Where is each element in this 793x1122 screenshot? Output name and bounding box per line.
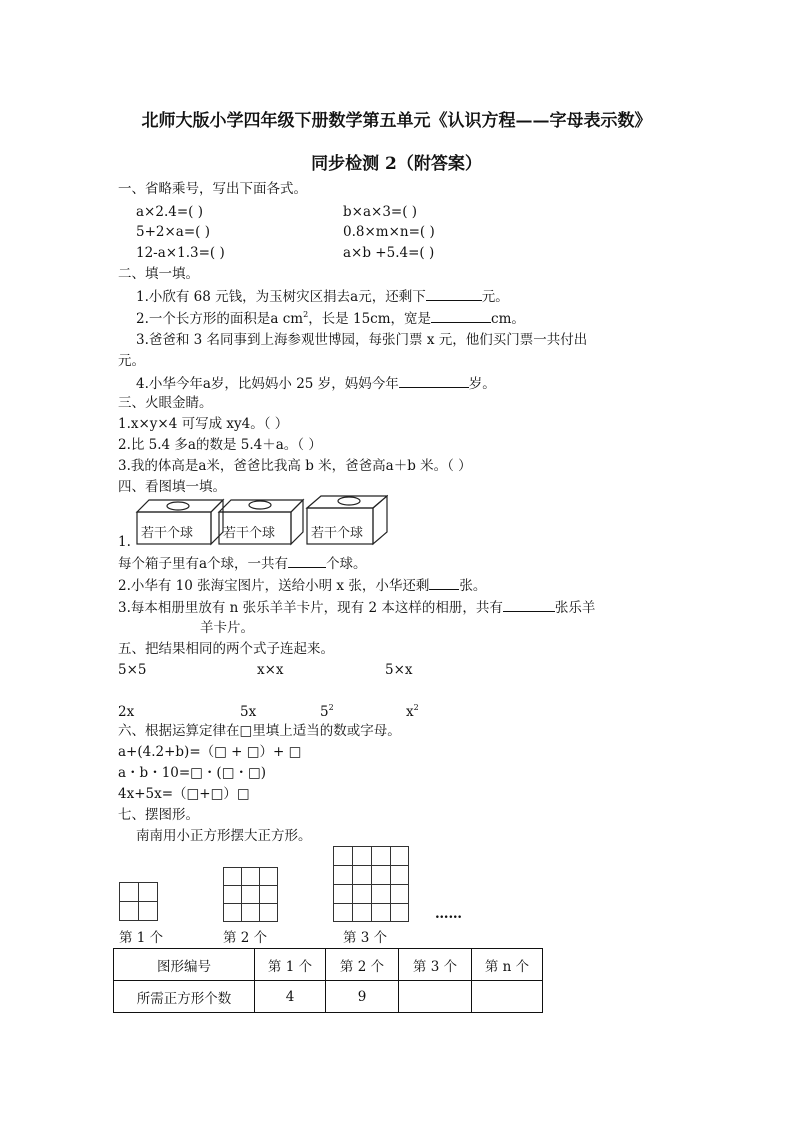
section-5-heading: 五、把结果相同的两个式子连起来。 bbox=[118, 641, 334, 657]
s6-line-2: a・b・10=□・(□・□) bbox=[118, 765, 266, 781]
section-1-heading: 一、省略乘号，写出下面各式。 bbox=[118, 181, 307, 197]
s1-item-3: 5+2×a=( ) bbox=[136, 224, 210, 240]
box-3-label: 若干个球 bbox=[311, 526, 364, 541]
s2-question-3-cont: 元。 bbox=[118, 353, 145, 369]
s4-question-3: 3.每本相册里放有 n 张乐羊羊卡片，现有 2 本这样的相册，共有 张乐羊 bbox=[118, 600, 596, 616]
s1-item-6: a×b +5.4=( ) bbox=[343, 245, 435, 261]
figure-caption-2: 第 2 个 bbox=[223, 930, 268, 946]
answer-blank[interactable] bbox=[503, 598, 555, 612]
table-cell: 9 bbox=[326, 981, 399, 1013]
s1-item-5: 12-a×1.3=( ) bbox=[136, 245, 225, 261]
section-3-heading: 三、火眼金睛。 bbox=[118, 395, 213, 411]
s2-question-3: 3.爸爸和 3 名同事到上海参观世博园，每张门票 x 元，他们买门票一共付出 bbox=[136, 332, 588, 348]
answer-blank[interactable] bbox=[288, 554, 326, 568]
section-4-heading: 四、看图填一填。 bbox=[118, 479, 226, 495]
boxes-illustration bbox=[133, 494, 388, 546]
table-header-cell: 第 2 个 bbox=[326, 949, 399, 981]
answer-table bbox=[113, 948, 543, 1013]
s3-question-3: 3.我的体高是a米，爸爸比我高 b 米，爸爸高a＋b 米。（ ） bbox=[118, 458, 472, 474]
s3-question-1: 1.x×y×4 可写成 xy4。（ ） bbox=[118, 416, 289, 432]
s4-question-2: 2.小华有 10 张海宝图片，送给小明 x 张，小华还剩 张。 bbox=[118, 578, 487, 594]
s4-question-1: 每个箱子里有a个球，一共有 个球。 bbox=[118, 556, 367, 572]
square-figure-3 bbox=[333, 846, 410, 923]
table-cell: 所需正方形个数 bbox=[114, 981, 255, 1013]
table-cell-blank[interactable] bbox=[472, 981, 543, 1013]
table-header-cell: 第 n 个 bbox=[472, 949, 543, 981]
square-figure-2 bbox=[223, 867, 279, 923]
match-bottom-4[interactable]: $x^2$ bbox=[406, 703, 419, 720]
match-bottom-1[interactable]: 2x bbox=[118, 704, 135, 720]
table-row bbox=[114, 981, 543, 1013]
s2-question-2: 2.一个长方形的面积是a $cm^2$，长是 15cm，宽是 cm。 bbox=[136, 310, 525, 327]
table-header-cell: 第 1 个 bbox=[255, 949, 326, 981]
match-top-3[interactable]: 5×x bbox=[385, 662, 413, 678]
s3-question-2: 2.比 5.4 多a的数是 5.4＋a。（ ） bbox=[118, 437, 322, 453]
section-2-heading: 二、填一填。 bbox=[118, 266, 199, 282]
table-cell-blank[interactable] bbox=[399, 981, 472, 1013]
page-title: 北师大版小学四年级下册数学第五单元《认识方程——字母表示数》 bbox=[141, 111, 652, 131]
answer-blank[interactable] bbox=[426, 287, 482, 301]
section-6-heading: 六、根据运算定律在□里填上适当的数或字母。 bbox=[118, 723, 401, 739]
answer-blank[interactable] bbox=[429, 576, 459, 590]
match-bottom-2[interactable]: 5x bbox=[240, 704, 257, 720]
table-cell: 4 bbox=[255, 981, 326, 1013]
table-header-cell: 图形编号 bbox=[114, 949, 255, 981]
match-top-2[interactable]: x×x bbox=[257, 662, 284, 678]
answer-blank[interactable] bbox=[431, 309, 491, 323]
s2-question-4: 4.小华今年a岁，比妈妈小 25 岁，妈妈今年 岁。 bbox=[136, 376, 496, 392]
answer-blank[interactable] bbox=[399, 374, 469, 388]
s6-line-1: a+(4.2+b)=（□ + □）+ □ bbox=[118, 744, 302, 760]
s7-intro: 南南用小正方形摆大正方形。 bbox=[136, 828, 312, 844]
table-header-cell: 第 3 个 bbox=[399, 949, 472, 981]
s4-question-1-number: 1. bbox=[118, 534, 131, 550]
box-2-label: 若干个球 bbox=[223, 526, 276, 541]
figure-caption-1: 第 1 个 bbox=[119, 930, 164, 946]
table-header-row bbox=[114, 949, 543, 981]
s2-question-1: 1.小欣有 68 元钱，为玉树灾区捐去a元，还剩下 元。 bbox=[136, 289, 509, 305]
s1-item-1: a×2.4=( ) bbox=[136, 204, 203, 220]
match-top-1[interactable]: 5×5 bbox=[118, 662, 147, 678]
s1-item-2: b×a×3=( ) bbox=[343, 204, 418, 220]
s4-question-3-cont: 羊卡片。 bbox=[200, 620, 254, 636]
box-1-label: 若干个球 bbox=[141, 526, 194, 541]
ellipsis: …… bbox=[435, 906, 462, 922]
match-bottom-3[interactable]: $5^2$ bbox=[320, 703, 334, 720]
section-7-heading: 七、摆图形。 bbox=[118, 807, 199, 823]
figure-caption-3: 第 3 个 bbox=[343, 930, 388, 946]
s6-line-3: 4x+5x=（□+□）□ bbox=[118, 786, 250, 802]
s1-item-4: 0.8×m×n=( ) bbox=[343, 224, 435, 240]
square-figure-1 bbox=[119, 882, 159, 922]
page-subtitle: 同步检测 2（附答案） bbox=[311, 154, 482, 174]
